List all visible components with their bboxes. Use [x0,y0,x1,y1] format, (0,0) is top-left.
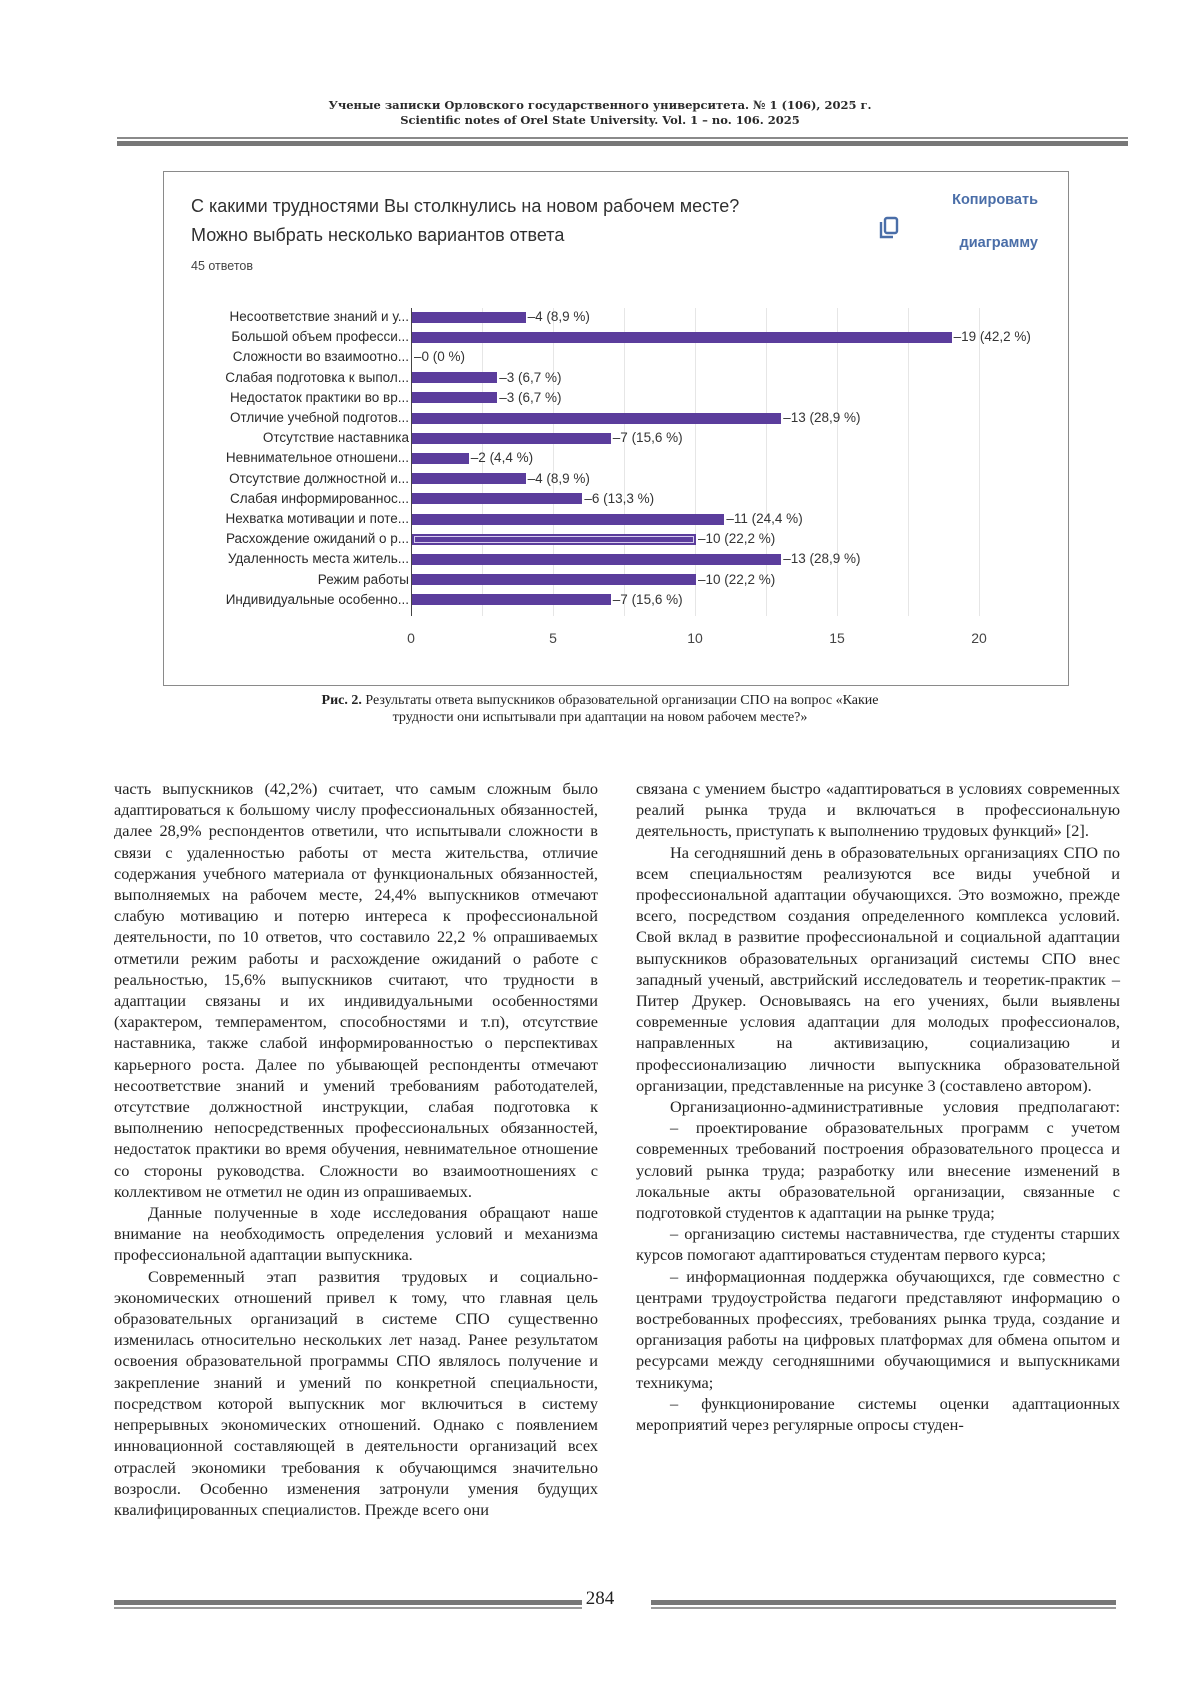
x-tick-label: 0 [407,630,415,646]
bar-value-label: –2 (4,4 %) [470,450,534,466]
bar[interactable] [412,453,469,464]
bar[interactable] [412,473,526,484]
category-label: Отличие учебной подготов... [230,410,409,425]
category-label: Режим работы [317,571,409,587]
category-label: Отсутствие наставника [262,430,409,446]
bar-chart-plot [164,172,1068,685]
bar-value-label: –10 (22,2 %) [698,571,776,587]
bar[interactable] [412,372,497,383]
bar-value-label: –4 (8,9 %) [527,309,590,324]
category-label: Расхождение ожиданий о р... [225,531,409,547]
gridline [695,308,696,616]
bar[interactable] [412,514,724,525]
list-item: – функционирование системы оценки адаптационных мероприятий через регулярные опросы студен- [636,1393,1120,1435]
figure-caption-text-1: Результаты ответа выпускников образовательной организации СПО на вопрос «Какие [361,693,879,708]
category-label: Сложности во взаимоотно... [232,349,409,365]
header-rule-thin [117,137,1128,139]
header-rule-thick [117,141,1128,146]
category-label: Удаленность места житель... [227,551,409,567]
gridline [624,308,625,616]
bar[interactable] [412,554,781,565]
x-tick-label: 10 [687,630,703,646]
figure-caption-label: Рис. 2. [321,693,362,708]
paragraph: Современный этап развития трудовых и социально-экономических отношений привел к тому, что главная цель образовательных организаций в системе СПО существенно изменилась относительно нескольких лет назад. Ранее результатом освоения образовательной программы СПО являлось получение и закрепление знаний и умений по конкретной специальности, посредством которой выпускник мог включиться в систему непрерывных экономических отношений. Однако с появлением инновационной составляющей в деятельности организаций всех отраслей экономики требования к обучающимся значительно возросли. Особенно изменения затронули умения будущих квалифицированных специалистов. Прежде всего они [114,1266,598,1519]
bar-value-label: –11 (24,4 %) [726,511,803,526]
category-label: Нехватка мотивации и поте... [225,511,409,526]
paragraph: связана с умением быстро «адаптироваться в условиях современных реалий рынка труда и включаться в профессиональную деятельность, приступать к выполнению трудовых функций» [2]. [636,779,1120,841]
bar[interactable] [412,534,696,545]
journal-title-en: Scientific notes of Orel State University. Vol. 1 – no. 106. 2025 [400,113,800,127]
bar-value-label: –3 (6,7 %) [499,389,562,405]
paragraph: Организационно-административные условия предполагают: [670,1097,1120,1117]
copy-chart-label-1: Копировать [952,192,1038,208]
category-label: Индивидуальные особенно... [225,591,409,607]
gridline [837,308,838,616]
list-item: – информационная поддержка обучающихся, где совместно с центрами трудоустройства педагоги представляют информацию о востребованных профессиях, требованиях рынка труда, создание и организация работы на цифровых платформах для обмена опытом и ресурсами между сегодняшними обучающимися и выпускниками техникума; [636,1266,1120,1392]
bar[interactable] [412,594,611,605]
bar-value-label: –6 (13,3 %) [584,490,655,506]
category-label: Слабая подготовка к выпол... [225,369,409,385]
journal-title-ru: Ученые записки Орловского государственного университета. № 1 (106), 2025 г. [328,98,872,112]
x-tick-label: 5 [549,630,557,646]
x-tick-label: 15 [829,630,845,646]
gridline [979,308,980,616]
list-item: – организацию системы наставничества, где студенты старших курсов помогают адаптироваться студентам первого курса; [636,1224,1120,1265]
bar-value-label: –7 (15,6 %) [612,591,683,607]
bar-value-label: –4 (8,9 %) [527,470,590,486]
chart-figure [163,171,1069,686]
bar[interactable] [412,312,526,323]
gridline [553,308,554,616]
footer-rule-right-thin [651,1607,1116,1609]
running-header [0,98,1200,128]
paragraph: Данные полученные в ходе исследования обращают наше внимание на необходимость определения условий и механизма профессиональной адаптации выпускника. [114,1203,598,1265]
bar-value-label: –10 (22,2 %) [698,531,776,547]
body-column-right [636,778,1120,1435]
bar[interactable] [412,392,497,403]
bar[interactable] [412,574,696,585]
category-label: Невнимательное отношени... [225,450,409,466]
footer-rule-right-thick [651,1600,1116,1605]
category-label: Несоответствие знаний и у... [229,309,409,324]
category-label: Слабая информированнос... [229,490,409,506]
page-number: 284 [585,1588,615,1609]
bar-value-label: –19 (42,2 %) [953,329,1031,345]
bar-value-label: –13 (28,9 %) [783,551,861,567]
bar-value-label: –3 (6,7 %) [499,369,562,385]
body-column-left [114,778,598,1520]
category-label: Недостаток практики во вр... [229,389,409,405]
bar-value-label: –0 (0 %) [414,349,466,365]
category-label: Отсутствие должностной и... [229,470,409,486]
bar[interactable] [412,413,781,424]
gridline [908,308,909,616]
figure-caption [0,692,1200,726]
copy-chart-label-2: диаграмму [959,235,1038,251]
bar-value-label: –7 (15,6 %) [612,430,683,446]
chart-question: С какими трудностями Вы столкнулись на новом рабочем месте? [191,196,740,216]
bar[interactable] [412,332,952,343]
paragraph: На сегодняшний день в образовательных организациях СПО по всем специальностям реализуются все виды учебной и профессиональной адаптации обучающихся. Это возможно, прежде всего, посредством создания определенного комплекса условий. Свой вклад в развитие профессиональной и социальной адаптации выпускников образовательных организаций системы СПО внес западный ученый, австрийский исследователь и теоретик-практик – Питер Друкер. Основываясь на его учениях, были выявлены современные условия адаптации для молодых профессионалов, направленных на активизацию, социализацию и профессионализацию личности выпускника образовательной организации, представленные на рисунке 3 (составлено автором). [636,842,1120,1095]
response-count: 45 ответов [191,259,253,273]
category-label: Большой объем професси... [231,329,409,345]
paragraph: часть выпускников (42,2%) считает, что самым сложным было адаптироваться к большому числу профессиональных обязанностей, далее 28,9% респондентов ответили, что испытывали сложности в связи с удаленностью работы от места жительства, отличие содержания учебного материала от функциональных обязанностей, выполняемых на рабочем месте, 24,4% выпускников отмечают слабую мотивацию и потерю интереса к профессиональной деятельности, по 10 ответов, что составило 22,2 % опрашиваемых отметили режим работы и расхождение ожиданий о работе с реальностью, 15,6% выпускников считают, что трудности в адаптации связаны и их индивидуальными особенностями (характером, темпераментом, способностями и т.п), отсутствие наставника, также слабой информированностью о перспективах карьерного роста. Далее по убывающей респонденты отмечают несоответствие знаний и умений требованиям работодателей, отсутствие должностной инструкции, слабая подготовка к выполнению непосредственных профессиональных обязанностей, недостаток практики во время обучения, невнимательное отношение со стороны руководства. Сложности во взаимоотношениях с коллективом не отметил не один из опрашиваемых. [114,779,598,1201]
bar-value-label: –13 (28,9 %) [783,410,861,425]
bar[interactable] [412,493,582,504]
bar[interactable] [412,433,611,444]
gridline [766,308,767,616]
figure-caption-text-2: трудности они испытывали при адаптации на новом рабочем месте?» [392,710,808,725]
list-item: – проектирование образовательных программ с учетом современных требований построения образовательного процесса и условий рынка труда; разработку или внесение изменений в локальные акты образовательной организации, связанные с подготовкой студентов к адаптации на рынке труда; [636,1118,1120,1223]
x-tick-label: 20 [971,630,987,646]
chart-subtitle: Можно выбрать несколько вариантов ответа [191,225,565,245]
